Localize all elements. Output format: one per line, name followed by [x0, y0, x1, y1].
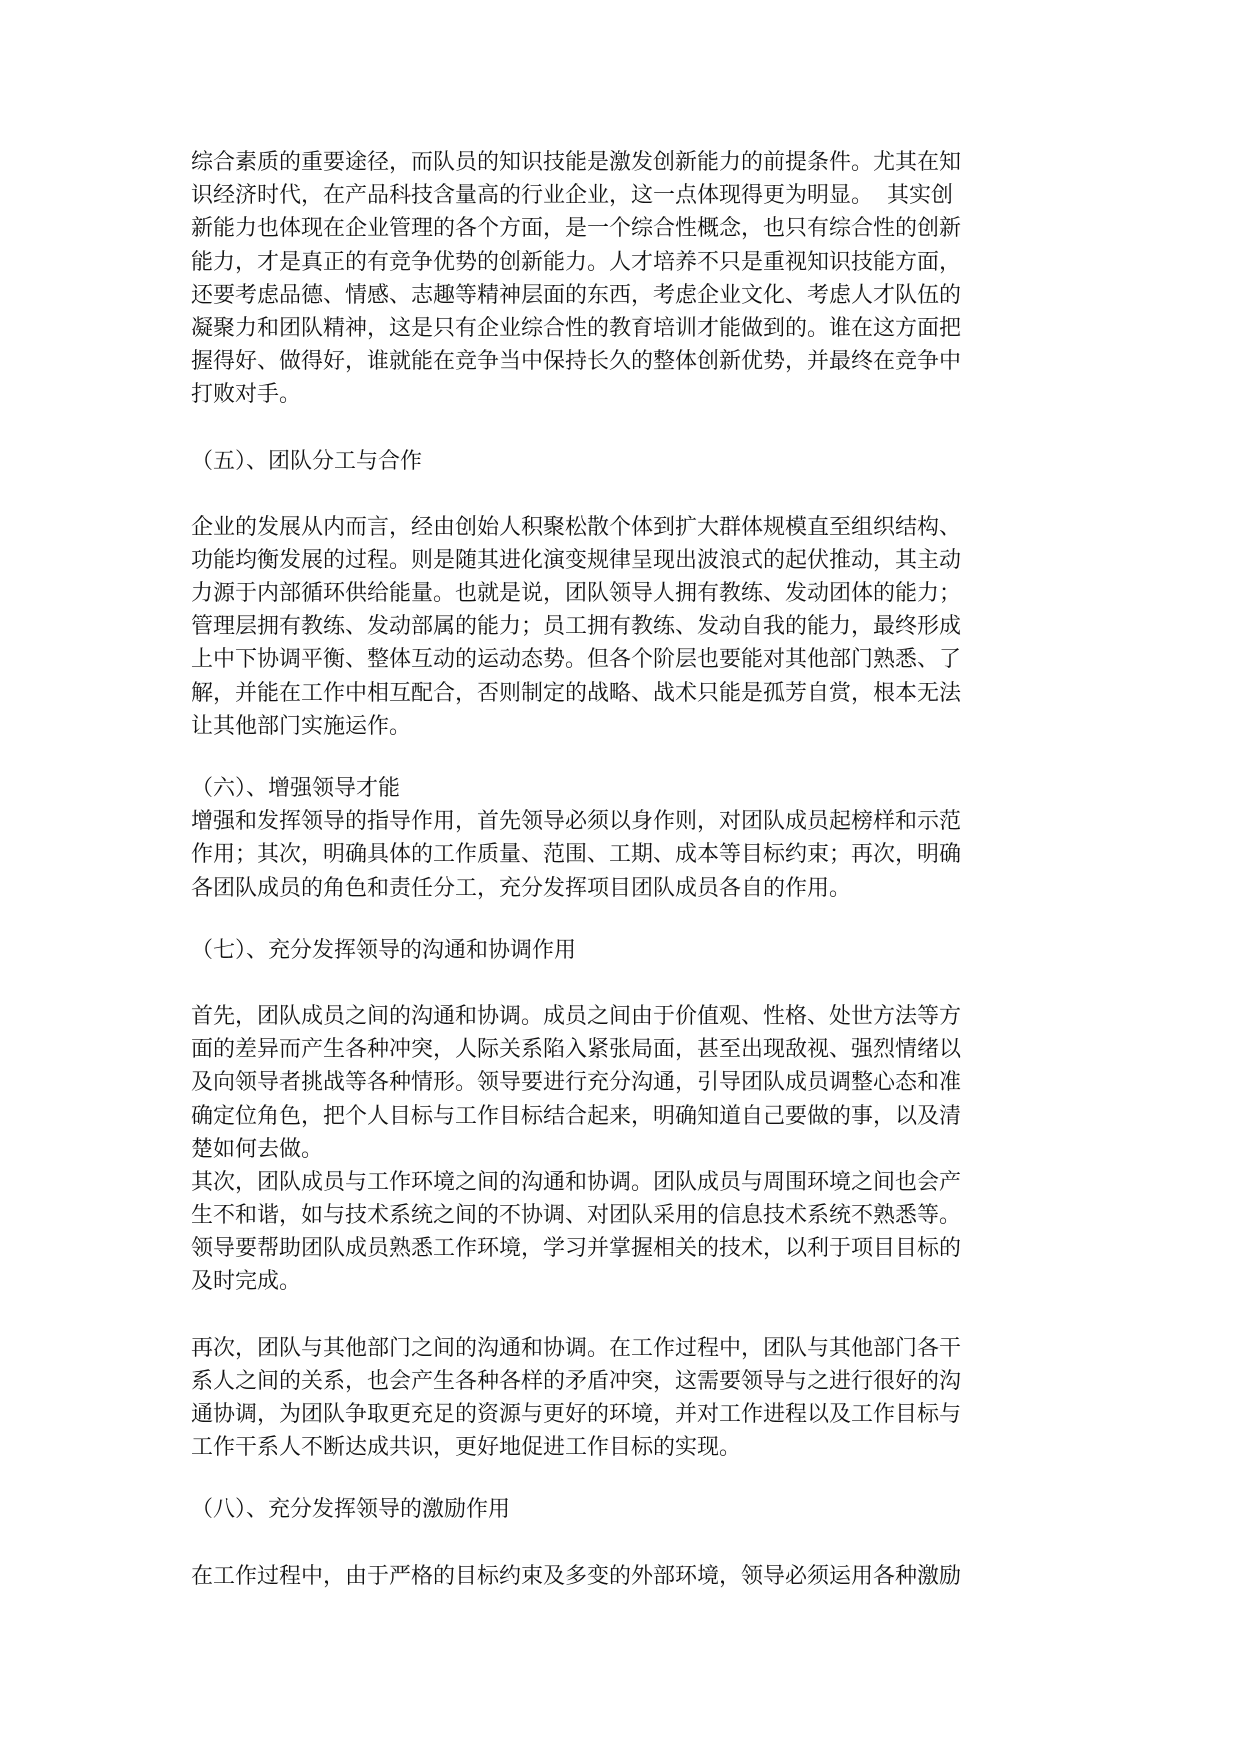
- text-line: 企业的发展从内而言，经由创始人积聚松散个体到扩大群体规模直至组织结构、: [191, 514, 962, 540]
- text-line: 识经济时代，在产品科技含量高的行业企业，这一点体现得更为明显。 其实创: [191, 183, 953, 209]
- paragraph-quality: [191, 146, 1061, 412]
- text-line: 功能均衡发展的过程。则是随其进化演变规律呈现出波浪式的起伏推动，其主动: [191, 547, 962, 573]
- text-line: 力源于内部循环供给能量。也就是说，团队领导人拥有教练、发动团体的能力；: [191, 581, 962, 607]
- text-line: 再次，团队与其他部门之间的沟通和协调。在工作过程中，团队与其他部门各干: [191, 1335, 962, 1361]
- paragraph-leadership: [191, 805, 1061, 905]
- text-line: 增强和发挥领导的指导作用，首先领导必须以身作则，对团队成员起榜样和示范: [191, 809, 962, 835]
- text-line: 握得好、做得好，谁就能在竞争当中保持长久的整体创新优势，并最终在竞争中: [191, 349, 962, 375]
- text-line: 工作干系人不断达成共识，更好地促进工作目标的实现。: [191, 1435, 742, 1461]
- spacer: [191, 967, 1061, 1000]
- spacer: [191, 412, 1061, 445]
- text-line: 还要考虑品德、情感、志趣等精神层面的东西，考虑企业文化、考虑人才队伍的: [191, 282, 962, 308]
- text-line: 各团队成员的角色和责任分工，充分发挥项目团队成员各自的作用。: [191, 875, 852, 901]
- text-line: 通协调，为团队争取更充足的资源与更好的环境，并对工作进程以及工作目标与: [191, 1402, 962, 1427]
- spacer: [191, 1527, 1061, 1560]
- text-line: 及向领导者挑战等各种情形。领导要进行充分沟通，引导团队成员调整心态和准: [191, 1070, 962, 1096]
- text-line: 让其他部门实施运作。: [191, 713, 412, 739]
- text-line: 首先，团队成员之间的沟通和协调。成员之间由于价值观、性格、处世方法等方: [191, 1003, 962, 1029]
- paragraph-environment-communication: [191, 1166, 1061, 1299]
- paragraph-division-of-labor: [191, 511, 1061, 743]
- text-line: 生不和谐，如与技术系统之间的不协调、对团队采用的信息技术系统不熟悉等。: [191, 1203, 962, 1229]
- section-heading-5: （五）、团队分工与合作: [191, 448, 423, 474]
- section-heading-6: （六）、增强领导才能: [191, 776, 401, 801]
- text-line: 作用；其次，明确具体的工作质量、范围、工期、成本等目标约束；再次，明确: [191, 842, 962, 868]
- paragraph-motivation: [191, 1560, 1061, 1593]
- text-line: 确定位角色，把个人目标与工作目标结合起来，明确知道自己要做的事，以及清: [191, 1103, 962, 1129]
- text-line: 在工作过程中，由于严格的目标约束及多变的外部环境，领导必须运用各种激励: [191, 1563, 962, 1589]
- text-line: 综合素质的重要途径，而队员的知识技能是激发创新能力的前提条件。尤其在知: [191, 150, 962, 175]
- text-line: 及时完成。: [191, 1269, 302, 1295]
- text-line: 楚如何去做。: [191, 1136, 324, 1162]
- text-line: 管理层拥有教练、发动部属的能力；员工拥有教练、发动自我的能力，最终形成: [191, 614, 962, 640]
- paragraph-department-communication: [191, 1332, 1061, 1465]
- text-line: 系人之间的关系，也会产生各种各样的矛盾冲突，这需要领导与之进行很好的沟: [191, 1368, 962, 1394]
- paragraph-member-communication: [191, 1000, 1061, 1166]
- spacer: [191, 905, 1061, 934]
- spacer: [191, 478, 1061, 511]
- text-line: 能力，才是真正的有竞争优势的创新能力。人才培养不只是重视知识技能方面，: [191, 249, 962, 275]
- text-line: 凝聚力和团队精神，这是只有企业综合性的教育培训才能做到的。谁在这方面把: [191, 315, 962, 341]
- text-line: 领导要帮助团队成员熟悉工作环境，学习并掌握相关的技术，以利于项目目标的: [191, 1236, 962, 1262]
- text-line: 解，并能在工作中相互配合，否则制定的战略、战术只能是孤芳自赏，根本无法: [191, 680, 962, 706]
- spacer: [191, 743, 1061, 772]
- spacer: [191, 1299, 1061, 1332]
- text-line: 面的差异而产生各种冲突，人际关系陷入紧张局面，甚至出现敌视、强烈情绪以: [191, 1037, 962, 1063]
- text-line: 新能力也体现在企业管理的各个方面，是一个综合性概念，也只有综合性的创新: [191, 216, 962, 242]
- text-line: 打败对手。: [191, 382, 302, 408]
- spacer: [191, 1464, 1061, 1493]
- document-page: [191, 146, 1061, 1593]
- section-heading-8: （八）、充分发挥领导的激励作用: [191, 1497, 511, 1523]
- text-line: 其次，团队成员与工作环境之间的沟通和协调。团队成员与周围环境之间也会产: [191, 1169, 962, 1195]
- text-line: 上中下协调平衡、整体互动的运动态势。但各个阶层也要能对其他部门熟悉、了: [191, 647, 962, 673]
- section-heading-7: （七）、充分发挥领导的沟通和协调作用: [191, 937, 577, 963]
